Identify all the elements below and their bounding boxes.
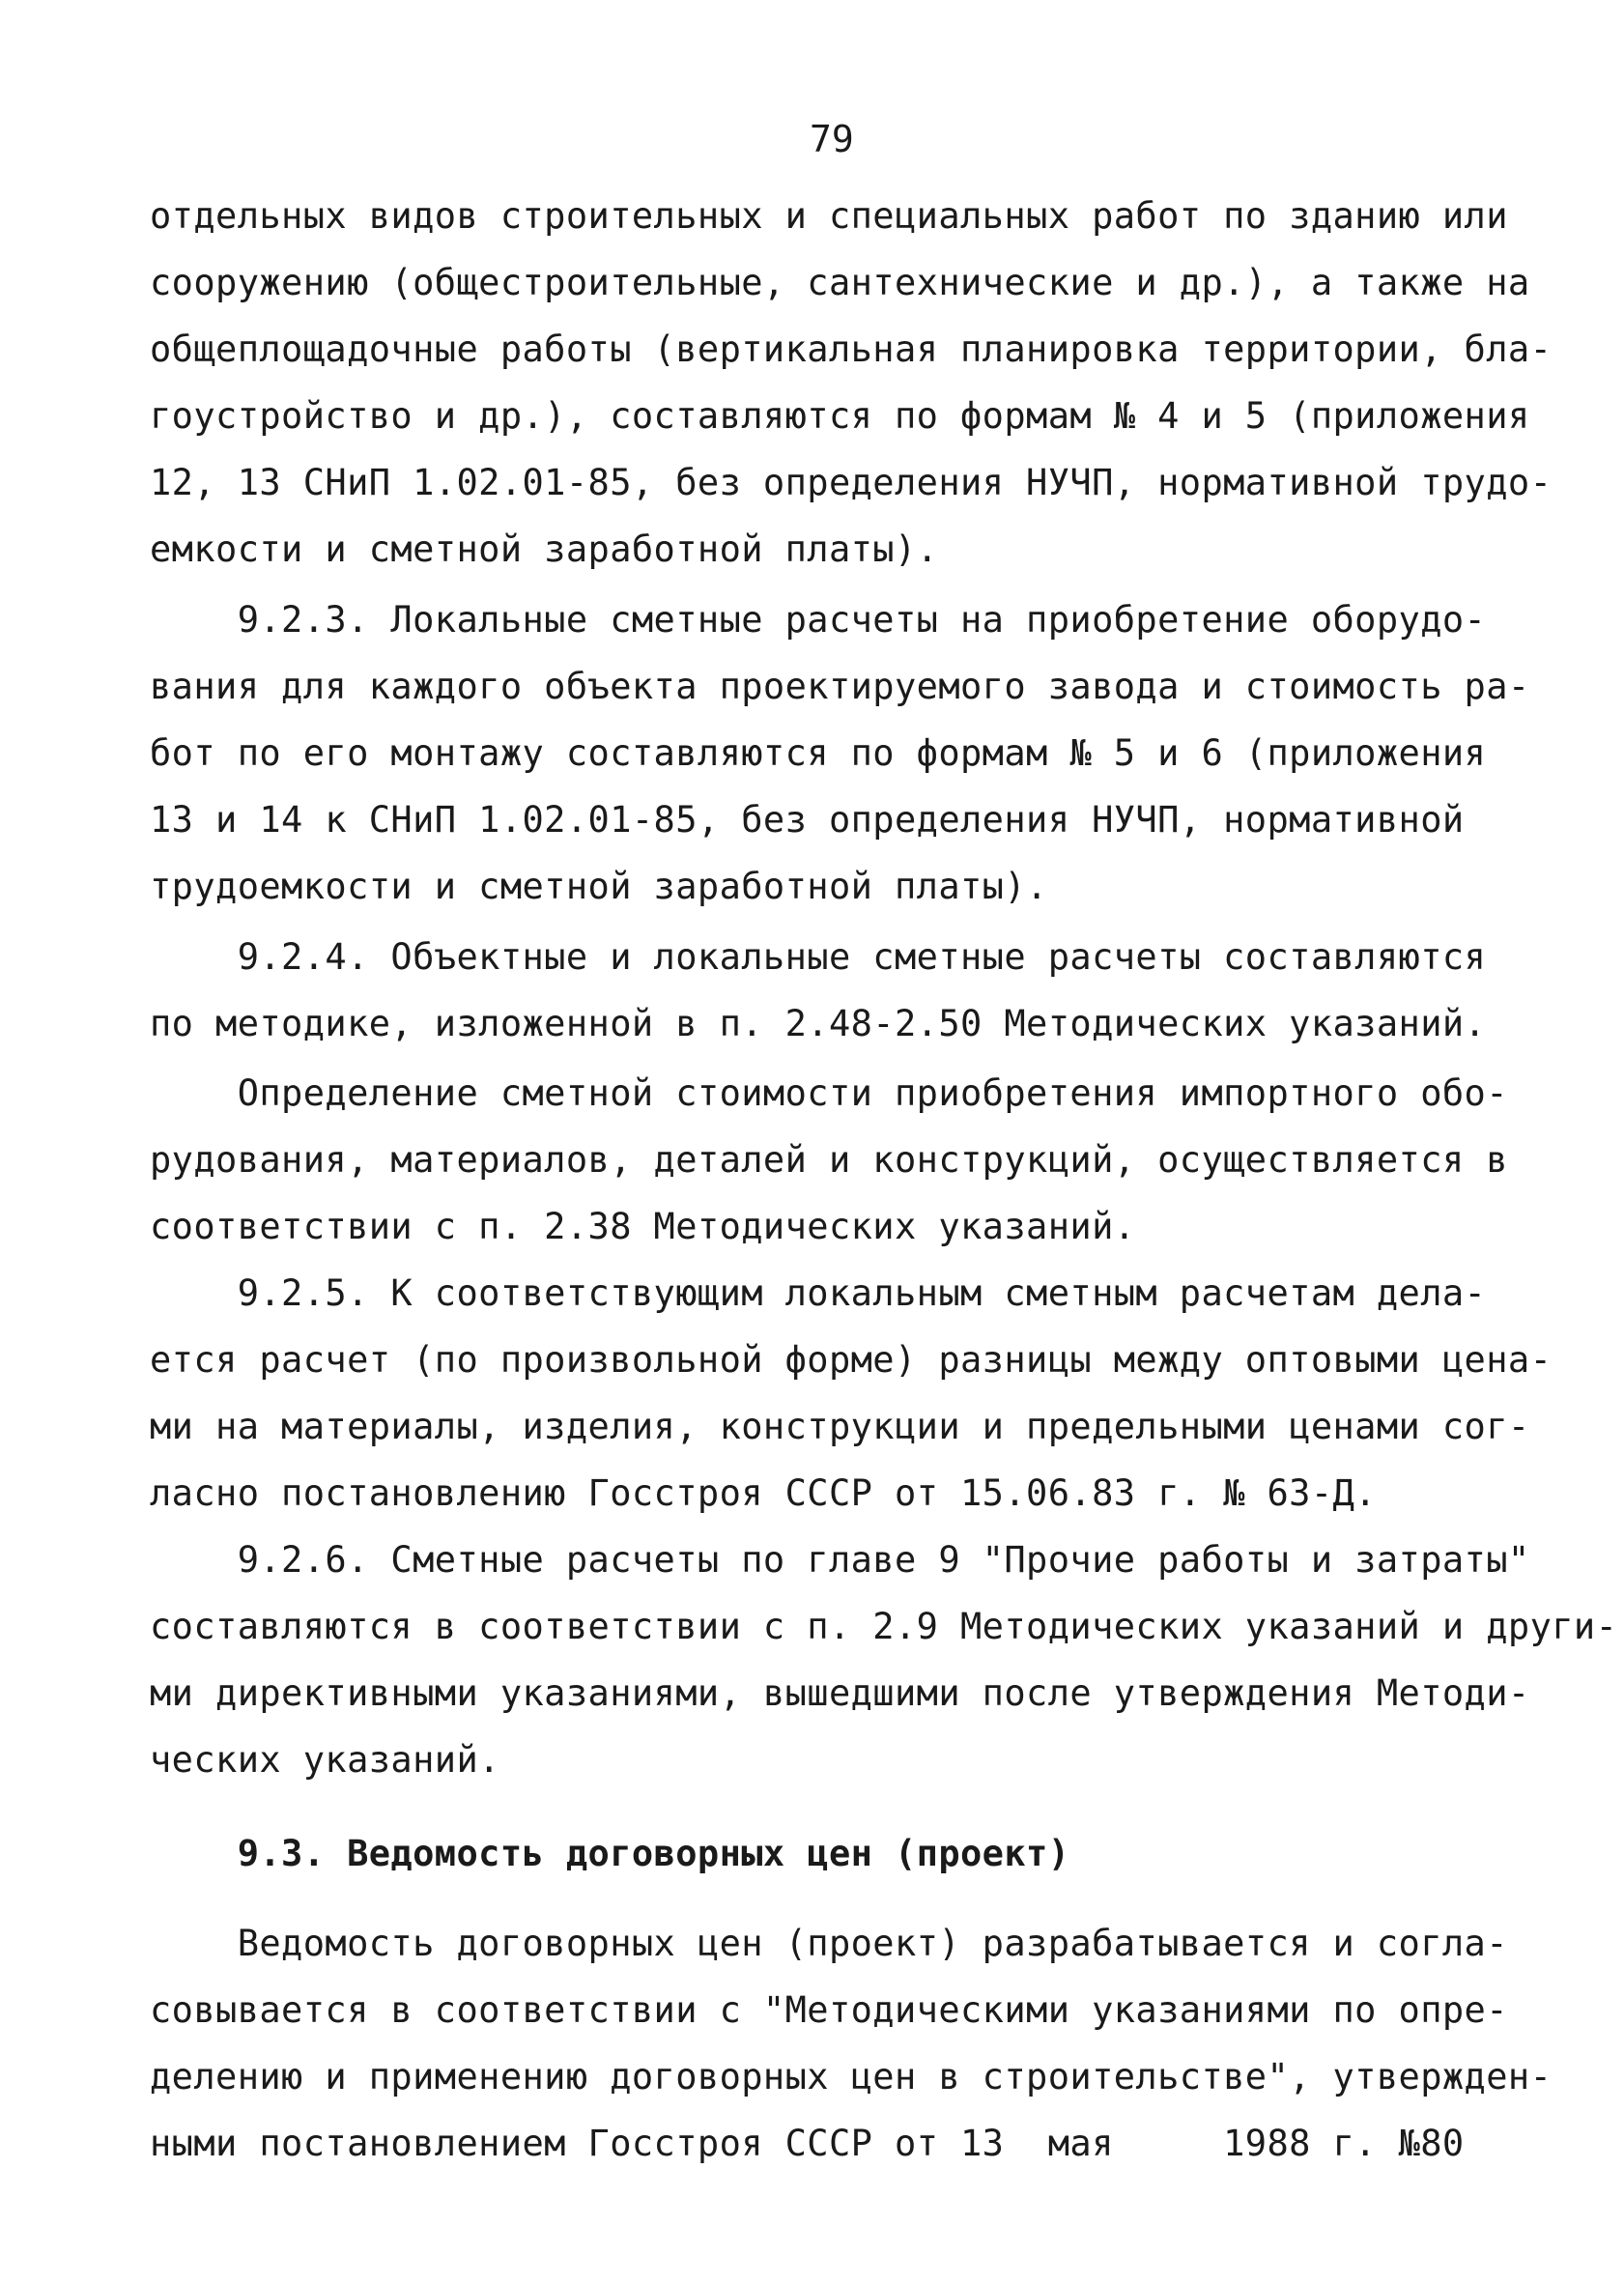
text-line: ми на материалы, изделия, конструкции и предельными ценами сог- [150, 1406, 1530, 1447]
text-line: ческих указаний. [150, 1739, 500, 1781]
text-line: соответствии с п. 2.38 Методических указаний. [150, 1206, 1136, 1247]
text-line: 9.2.5. К соответствующим локальным сметным расчетам дела- [150, 1272, 1487, 1314]
text-line: 9.2.6. Сметные расчеты по главе 9 "Прочие работы и затраты" [150, 1539, 1530, 1581]
text-line: совывается в соответствии с "Методическими указаниями по опре- [150, 1989, 1508, 2031]
page-number: 79 [810, 118, 854, 160]
text-line: 12, 13 СНиП 1.02.01-85, без определения НУЧП, нормативной трудо- [150, 462, 1553, 503]
text-line: отдельных видов строительных и специальных работ по зданию или [150, 195, 1508, 237]
text-line: вания для каждого объекта проектируемого завода и стоимость ра- [150, 666, 1530, 707]
text-line: трудоемкости и сметной заработной платы). [150, 866, 1048, 907]
text-line: сооружению (общестроительные, сантехнические и др.), а также на [150, 262, 1530, 303]
text-line: 9.2.4. Объектные и локальные сметные расчеты составляются [150, 936, 1487, 978]
section-heading: 9.3. Ведомость договорных цен (проект) [150, 1833, 1070, 1874]
text-line: ными постановлением Госстроя СССР от 13 мая 1988 г. №80 [150, 2123, 1465, 2164]
text-line: 9.2.3. Локальные сметные расчеты на приобретение оборудо- [150, 599, 1487, 641]
text-line: Ведомость договорных цен (проект) разрабатывается и согла- [150, 1923, 1508, 1964]
text-line: 13 и 14 к СНиП 1.02.01-85, без определения НУЧП, нормативной [150, 799, 1465, 841]
text-line: емкости и сметной заработной платы). [150, 528, 939, 570]
text-line: общеплощадочные работы (вертикальная планировка территории, бла- [150, 328, 1553, 370]
text-line: рудования, материалов, деталей и конструкций, осуществляется в [150, 1139, 1508, 1181]
text-line: составляются в соответствии с п. 2.9 Методических указаний и други- [150, 1606, 1618, 1647]
text-line: ласно постановлению Госстроя СССР от 15.06.83 г. № 63-Д. [150, 1472, 1377, 1514]
text-line: по методике, изложенной в п. 2.48-2.50 Методических указаний. [150, 1003, 1487, 1044]
text-line: бот по его монтажу составляются по формам № 5 и 6 (приложения [150, 732, 1487, 774]
text-line: делению и применению договорных цен в строительстве", утвержден- [150, 2056, 1553, 2098]
text-line: ми директивными указаниями, вышедшими после утверждения Методи- [150, 1672, 1530, 1714]
text-line: Определение сметной стоимости приобретения импортного обо- [150, 1072, 1508, 1114]
text-line: гоустройство и др.), составляются по формам № 4 и 5 (приложения [150, 395, 1530, 437]
text-line: ется расчет (по произвольной форме) разницы между оптовыми цена- [150, 1339, 1553, 1381]
